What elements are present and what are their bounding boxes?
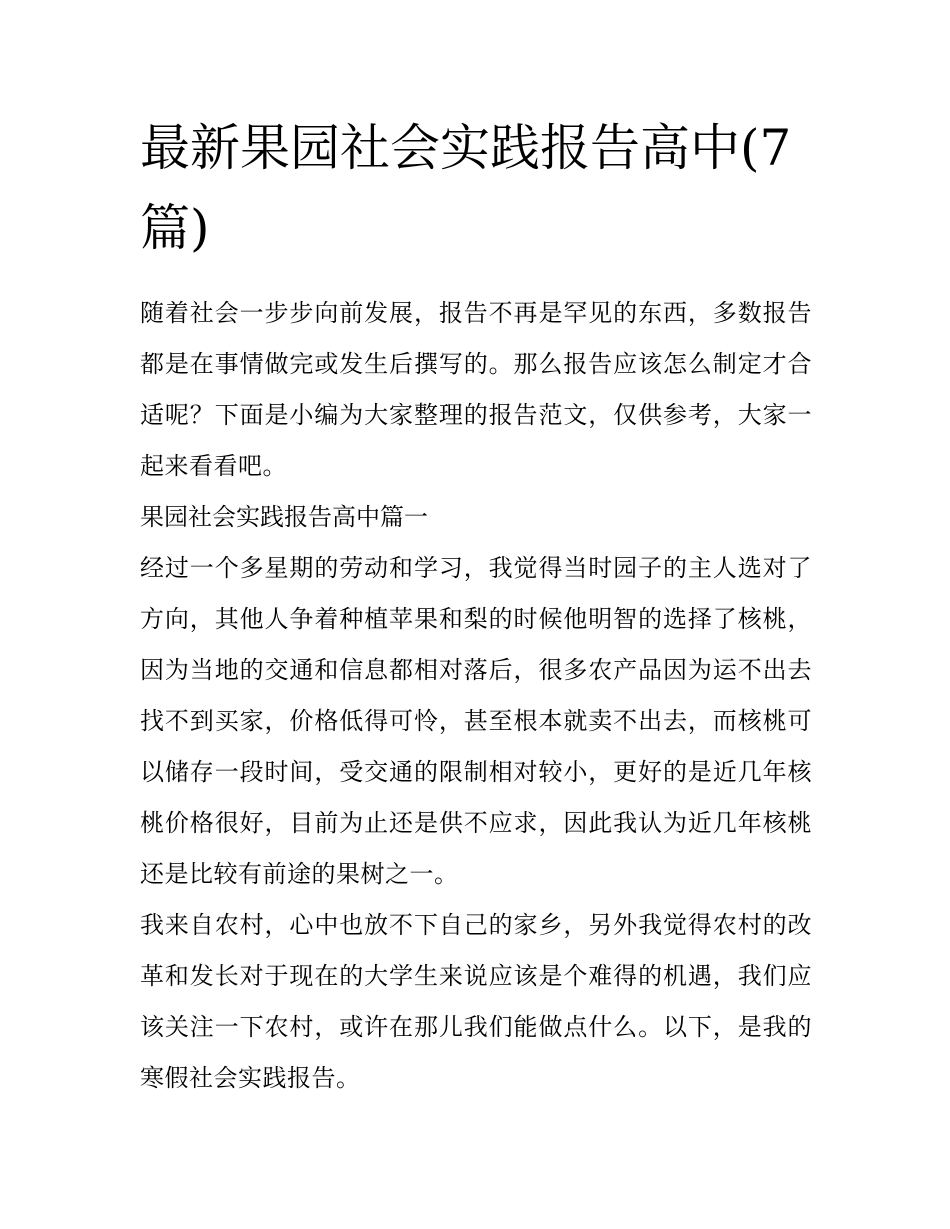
document-page xyxy=(140,108,812,1104)
section-heading: 果园社会实践报告高中篇一 xyxy=(140,503,428,531)
body-paragraph-2: 我来自农村，心中也放不下自己的家乡，另外我觉得农村的改革和发长对于现在的大学生来说应该是个难得的机遇，我们应该关注一下农村，或许在那儿我们能做点什么。以下，是我的寒假社会实践报告。 xyxy=(140,911,812,1092)
intro-paragraph: 随着社会一步步向前发展，报告不再是罕见的东西，多数报告都是在事情做完或发生后撰写的。那么报告应该怎么制定才合适呢？下面是小编为大家整理的报告范文，仅供参考，大家一起来看看吧。 xyxy=(140,299,812,480)
document-title: 最新果园社会实践报告高中(7篇) xyxy=(140,119,792,257)
body-paragraph-1: 经过一个多星期的劳动和学习，我觉得当时园子的主人选对了方向，其他人争着种植苹果和梨的时候他明智的选择了核桃，因为当地的交通和信息都相对落后，很多农产品因为运不出去找不到买家，价格低得可怜，甚至根本就卖不出去，而核桃可以储存一段时间，受交通的限制相对较小，更好的是近几年核桃价格很好，目前为止还是供不应求，因此我认为近几年核桃还是比较有前途的果树之一。 xyxy=(140,554,812,888)
